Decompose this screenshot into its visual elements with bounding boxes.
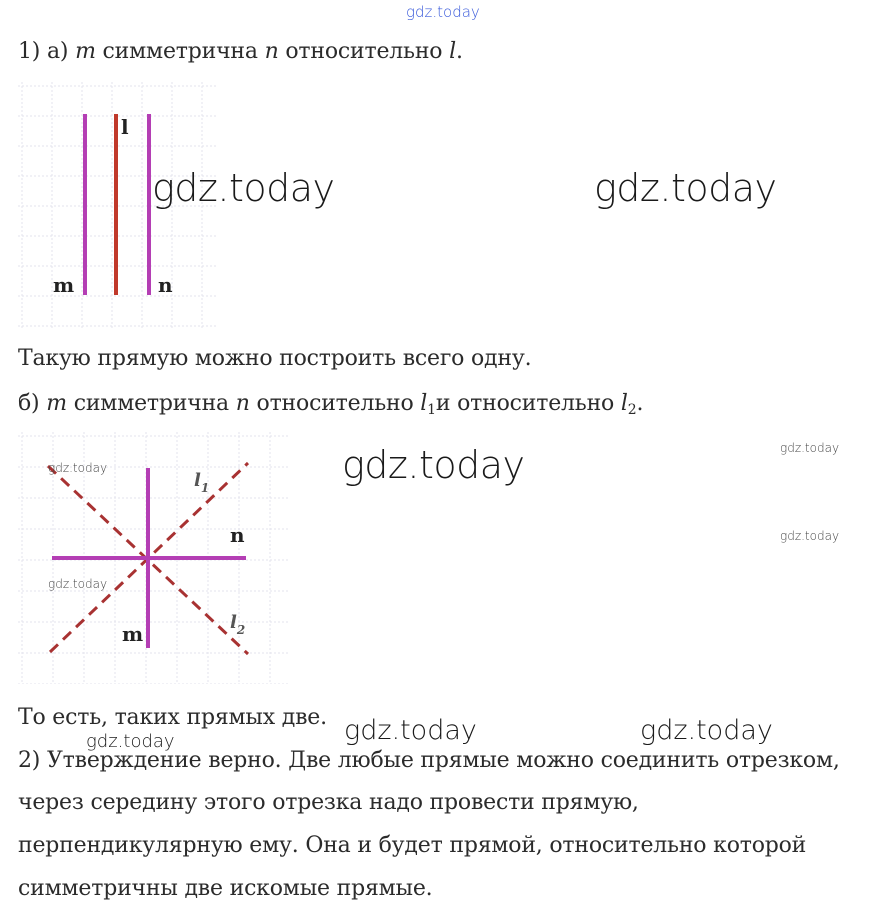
watermark: gdz.today: [780, 529, 840, 543]
watermark: gdz.today: [86, 731, 175, 752]
label-l: l: [121, 115, 129, 139]
label-n: n: [158, 273, 173, 297]
watermark: gdz.today: [344, 715, 477, 746]
label-l2: $l_2$: [230, 612, 246, 637]
task2-line-1: 2) Утверждение верно. Две любые прямые можно соединить отрезком,: [18, 748, 840, 773]
watermark: gdz.today: [48, 577, 108, 591]
task2-line-4: симметричны две искомые прямые.: [18, 876, 433, 901]
task1-a-statement: 1) а) m симметрична n относительно l.: [18, 39, 463, 64]
label-m: m: [122, 622, 144, 646]
watermark-top: gdz.today: [406, 3, 480, 21]
label-n: n: [230, 523, 245, 547]
task2-line-3: перпендикулярную ему. Она и будет прямой, относительно которой: [18, 833, 807, 858]
watermark: gdz.today: [152, 166, 335, 210]
watermark: gdz.today: [48, 461, 108, 475]
watermark: gdz.today: [640, 715, 773, 746]
task1-a-answer: Такую прямую можно построить всего одну.: [18, 346, 532, 371]
watermark: gdz.today: [342, 443, 525, 487]
label-m: m: [53, 273, 75, 297]
label-l1: $l_1$: [194, 470, 210, 495]
task2-line-2: через середину этого отрезка надо провести прямую,: [18, 790, 639, 815]
task1-b-answer: То есть, таких прямых две.: [18, 705, 327, 730]
watermark: gdz.today: [594, 166, 777, 210]
task1-b-statement: б) m симметрична n относительно $l_1и$ относительно $l_2$.: [18, 391, 644, 418]
watermark: gdz.today: [780, 441, 840, 455]
